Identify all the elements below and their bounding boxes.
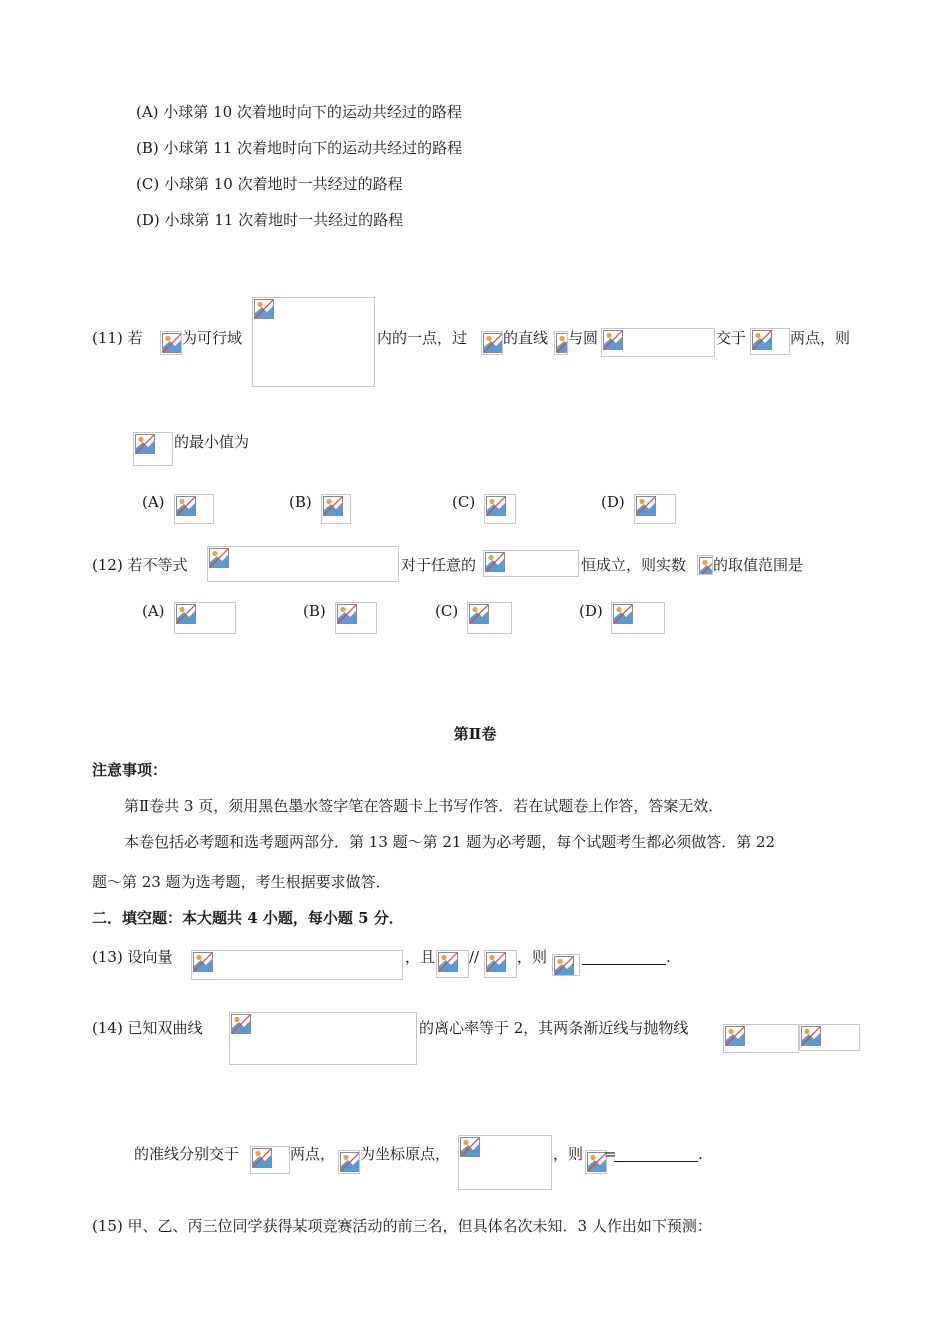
q11-option-b: (B) xyxy=(289,493,312,511)
answer-blank xyxy=(614,1161,698,1162)
q14-text: . xyxy=(698,1145,703,1163)
q12-text: 恒成立，则实数 xyxy=(581,556,687,574)
q14-number: (14) 已知双曲线 xyxy=(92,1019,203,1037)
section-title: 第Ⅱ卷 xyxy=(453,725,497,743)
formula-image xyxy=(484,494,516,524)
broken-image-icon xyxy=(438,952,458,972)
formula-image xyxy=(321,494,351,524)
broken-image-icon xyxy=(209,548,229,568)
broken-image-icon xyxy=(556,333,568,353)
formula-image xyxy=(160,331,182,355)
broken-image-icon xyxy=(485,552,505,572)
notice-paragraph: 本卷包括必考题和选考题两部分．第 13 题～第 21 题为必考题，每个试题考生都必须做答．第 22 xyxy=(124,833,776,851)
q11-text: 两点，则 xyxy=(790,329,851,347)
q14-text: 两点， xyxy=(290,1145,336,1163)
formula-image xyxy=(723,1024,799,1053)
q14-text: 的准线分别交于 xyxy=(134,1145,240,1163)
q11-text: 的直线 xyxy=(503,329,549,347)
broken-image-icon xyxy=(486,952,506,972)
q12-option-c: (C) xyxy=(435,602,459,620)
formula-image xyxy=(554,331,568,355)
formula-image xyxy=(611,602,665,634)
formula-image xyxy=(750,328,790,355)
q10-option-d: (D) 小球第 11 次着地时一共经过的路程 xyxy=(136,211,404,229)
q14-text: = xyxy=(604,1145,617,1163)
q11-text: 交于 xyxy=(716,329,747,347)
broken-image-icon xyxy=(699,557,713,575)
formula-image xyxy=(634,494,676,524)
formula-image xyxy=(252,297,375,387)
formula-image xyxy=(799,1024,860,1051)
formula-image xyxy=(207,546,399,582)
broken-image-icon xyxy=(486,496,506,516)
q11-text: 为可行域 xyxy=(182,329,243,347)
broken-image-icon xyxy=(162,333,182,353)
broken-image-icon xyxy=(176,604,196,624)
formula-image xyxy=(458,1135,552,1190)
broken-image-icon xyxy=(193,952,213,972)
broken-image-icon xyxy=(254,299,274,319)
q13-text: ，且 xyxy=(405,948,436,966)
broken-image-icon xyxy=(469,604,489,624)
q11-option-d: (D) xyxy=(601,493,625,511)
q14-text: 的离心率等于 2，其两条渐近线与抛物线 xyxy=(419,1019,689,1037)
broken-image-icon xyxy=(752,330,772,350)
q10-option-c: (C) 小球第 10 次着地时一共经过的路程 xyxy=(136,175,403,193)
notice-title: 注意事项： xyxy=(92,761,168,779)
broken-image-icon xyxy=(231,1014,251,1034)
broken-image-icon xyxy=(337,604,357,624)
q12-option-b: (B) xyxy=(303,602,326,620)
broken-image-icon xyxy=(725,1026,745,1046)
q11-number: (11) 若 xyxy=(92,329,143,347)
broken-image-icon xyxy=(135,434,155,454)
q11-text: 的最小值为 xyxy=(174,433,250,451)
broken-image-icon xyxy=(323,496,343,516)
formula-image xyxy=(467,602,512,634)
broken-image-icon xyxy=(554,956,574,976)
q12-option-d: (D) xyxy=(579,602,603,620)
formula-image xyxy=(191,950,403,980)
formula-image xyxy=(174,602,236,634)
q10-option-a: (A) 小球第 10 次着地时向下的运动共经过的路程 xyxy=(136,103,462,121)
notice-paragraph: 题～第 23 题为选考题，考生根据要求做答． xyxy=(92,873,391,891)
q13-number: (13) 设向量 xyxy=(92,948,173,966)
formula-image xyxy=(484,950,517,978)
q12-number: (12) 若不等式 xyxy=(92,556,188,574)
formula-image xyxy=(250,1146,290,1174)
formula-image xyxy=(697,555,713,575)
broken-image-icon xyxy=(603,330,623,350)
formula-image xyxy=(601,328,715,357)
formula-image xyxy=(483,550,579,577)
q11-text: 内的一点，过 xyxy=(377,329,468,347)
broken-image-icon xyxy=(340,1152,360,1172)
q13-text: // xyxy=(469,948,480,966)
broken-image-icon xyxy=(483,333,503,353)
q14-text: ，则 xyxy=(553,1145,584,1163)
broken-image-icon xyxy=(801,1026,821,1046)
notice-paragraph: 第Ⅱ卷共 3 页，须用黑色墨水签字笔在答题卡上书写作答．若在试题卷上作答，答案无效． xyxy=(124,797,724,815)
q11-option-c: (C) xyxy=(452,493,476,511)
q11-text: 与圆 xyxy=(568,329,599,347)
formula-image xyxy=(174,494,214,524)
q14-text: 为坐标原点， xyxy=(360,1145,451,1163)
broken-image-icon xyxy=(613,604,633,624)
broken-image-icon xyxy=(252,1148,272,1168)
formula-image xyxy=(335,602,377,634)
broken-image-icon xyxy=(460,1137,480,1157)
formula-image xyxy=(436,950,469,978)
formula-image xyxy=(552,954,580,976)
q13-text: . xyxy=(666,948,671,966)
formula-image xyxy=(133,432,173,466)
part-title: 二．填空题：本大题共 4 小题，每小题 5 分． xyxy=(92,909,404,927)
broken-image-icon xyxy=(176,496,196,516)
formula-image xyxy=(229,1012,417,1065)
q10-option-b: (B) 小球第 11 次着地时向下的运动共经过的路程 xyxy=(136,139,463,157)
answer-blank xyxy=(582,964,666,965)
q13-text: ，则 xyxy=(517,948,548,966)
q12-option-a: (A) xyxy=(142,602,165,620)
broken-image-icon xyxy=(636,496,656,516)
formula-image xyxy=(338,1150,360,1174)
formula-image xyxy=(481,331,503,355)
q12-text: 的取值范围是 xyxy=(713,556,804,574)
q12-text: 对于任意的 xyxy=(401,556,477,574)
q15-text: (15) 甲、乙、丙三位同学获得某项竞赛活动的前三名，但具体名次未知．3 人作出如下预测： xyxy=(92,1217,712,1235)
q11-option-a: (A) xyxy=(142,493,165,511)
